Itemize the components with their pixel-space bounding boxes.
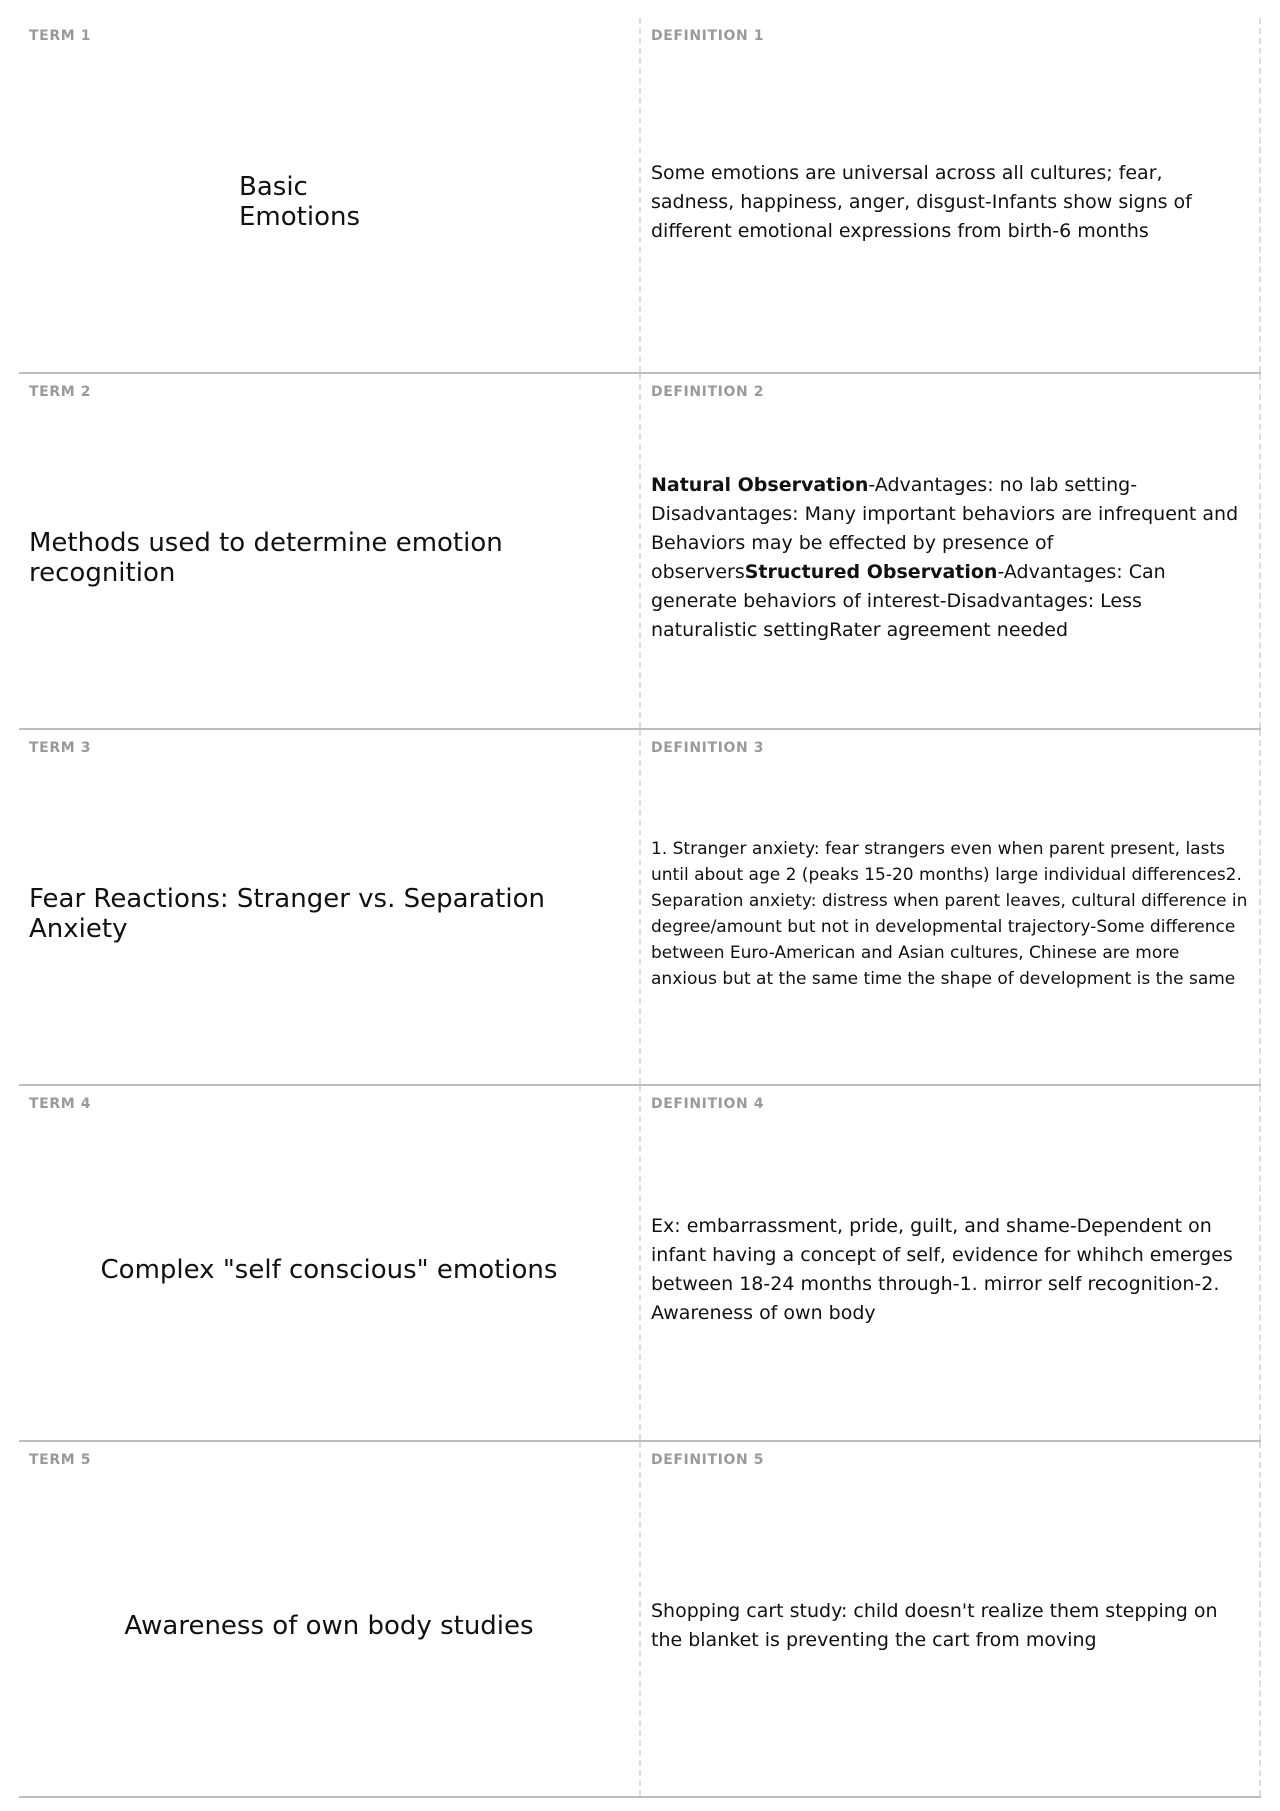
definition-label: DEFINITION 2	[651, 384, 765, 400]
flashcard-row	[19, 730, 1261, 1086]
definition-text: 1. Stranger anxiety: fear strangers even when parent present, lasts until about age 2 (peaks 15-20 months) large individual differences2. Separation anxiety: distress when parent leaves, cultural difference in degree/amount but not in developmental trajectory-Some difference between Euro-American and Asian cultures, Chinese are more anxious but at the same time the shape of development is the same	[651, 839, 1253, 989]
flashcard-row	[19, 374, 1261, 730]
definition-cell	[641, 374, 1261, 728]
term-cell	[19, 730, 641, 1084]
definition-segment: -Advantages: Can generate behaviors of interest-Disadvantages: Less naturalistic settingRater agreement needed	[651, 561, 1172, 641]
definition-cell	[641, 730, 1261, 1084]
term-content	[29, 764, 629, 1064]
term-cell	[19, 374, 641, 728]
definition-label: DEFINITION 4	[651, 1096, 765, 1112]
definition-content	[651, 52, 1249, 352]
flashcard-sheet	[19, 18, 1261, 1798]
definition-bold-natural-observation: Natural Observation	[651, 474, 869, 496]
definition-cell	[641, 1442, 1261, 1796]
flashcard-row	[19, 18, 1261, 374]
term-label: TERM 1	[29, 28, 92, 44]
term-content	[29, 408, 629, 708]
term-label: TERM 4	[29, 1096, 92, 1112]
definition-content	[651, 764, 1253, 1064]
definition-segment: -Advantages: no lab setting-Disadvantages: Many important behaviors are infrequent and Behaviors may be effected by presence of observers	[651, 474, 1245, 583]
term-label: TERM 2	[29, 384, 92, 400]
term-content	[29, 52, 629, 352]
definition-content	[651, 1476, 1249, 1776]
term-content	[29, 1120, 629, 1420]
definition-text: Shopping cart study: child doesn't realize them stepping on the blanket is preventing the cart from moving	[651, 1600, 1224, 1651]
term-label: TERM 3	[29, 740, 92, 756]
term-text: Complex "self conscious" emotions	[100, 1255, 558, 1285]
definition-bold-structured-observation: Structured Observation	[744, 561, 998, 583]
definition-text: Some emotions are universal across all cultures; fear, sadness, happiness, anger, disgust-Infants show signs of different emotional expressions from birth-6 months	[651, 161, 1198, 242]
term-text: Fear Reactions: Stranger vs. Separation Anxiety	[29, 884, 545, 944]
definition-label: DEFINITION 3	[651, 740, 765, 756]
term-text: Basic Emotions	[239, 172, 361, 232]
definition-cell	[641, 18, 1261, 372]
flashcard-row	[19, 1442, 1261, 1798]
definition-content	[651, 1120, 1249, 1420]
definition-text: Ex: embarrassment, pride, guilt, and shame-Dependent on infant having a concept of self, evidence for whihch emerges between 18-24 months through-1. mirror self recognition-2. Awareness of own body	[651, 1215, 1239, 1324]
definition-cell	[641, 1086, 1261, 1440]
term-cell	[19, 18, 641, 372]
term-content	[29, 1476, 629, 1776]
definition-text	[651, 471, 1249, 645]
term-text: Methods used to determine emotion recognition	[29, 528, 503, 588]
definition-content	[651, 408, 1249, 708]
term-text: Awareness of own body studies	[124, 1611, 534, 1641]
term-cell	[19, 1086, 641, 1440]
term-label: TERM 5	[29, 1452, 92, 1468]
definition-label: DEFINITION 5	[651, 1452, 765, 1468]
definition-label: DEFINITION 1	[651, 28, 765, 44]
term-cell	[19, 1442, 641, 1796]
flashcard-row	[19, 1086, 1261, 1442]
